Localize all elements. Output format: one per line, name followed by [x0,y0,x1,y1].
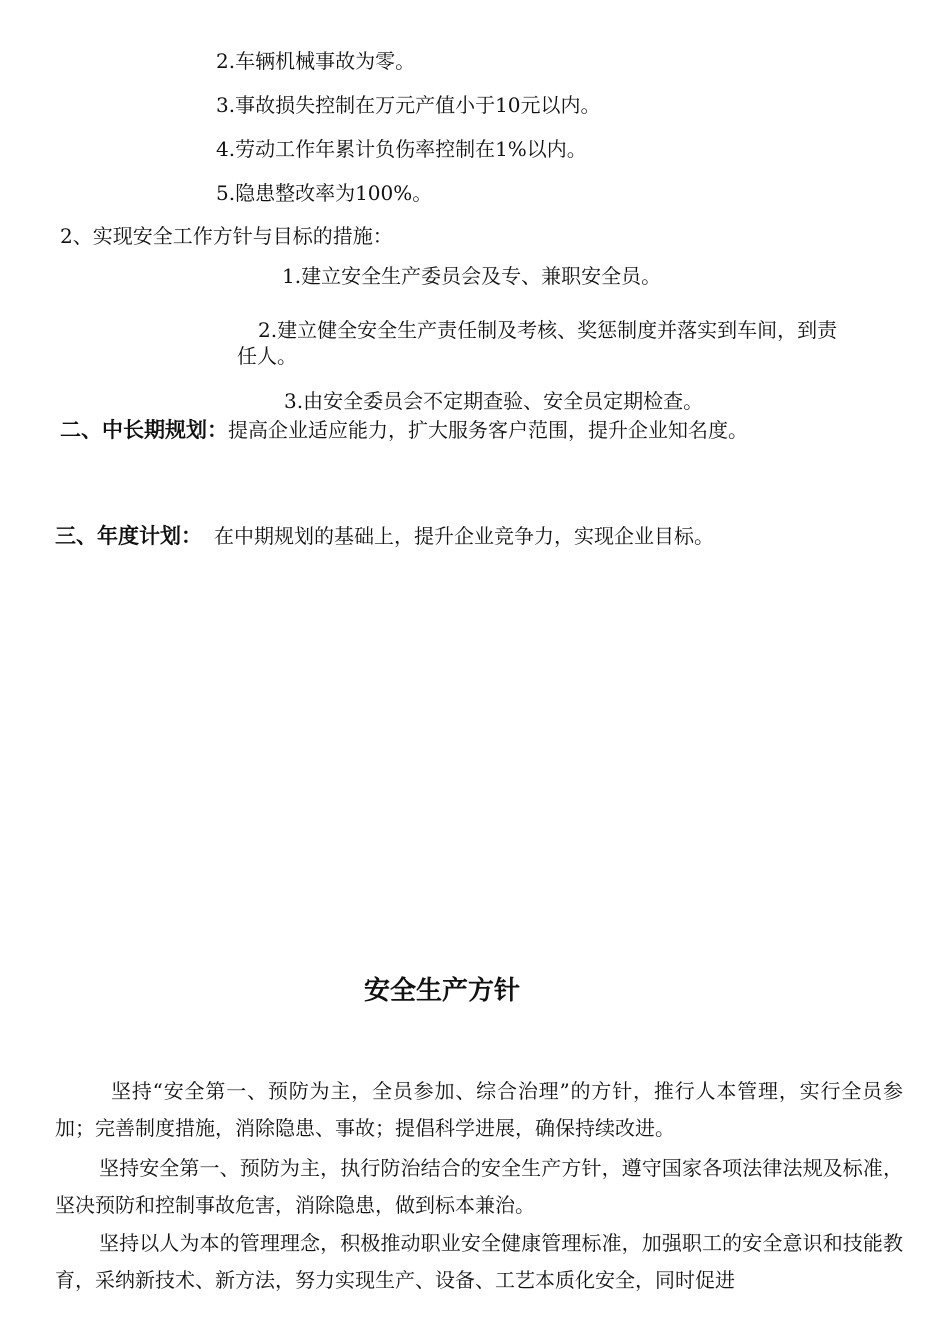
measures-heading: 2、实现安全工作方针与目标的措施： [60,224,393,248]
annual-plan-section [55,523,714,549]
goal-item-2: 2.车辆机械事故为零。 [216,49,416,73]
policy-paragraph-2: 坚持安全第一、预防为主，执行防治结合的安全生产方针，遵守国家各项法律法规及标准，坚决预防和控制事故危害，消除隐患，做到标本兼治。 [55,1156,903,1217]
long-term-label: 二、中长期规划： [60,418,228,442]
measure-item-2-line2: 任人。 [237,344,297,368]
goal-item-5: 5.隐患整改率为100%。 [216,181,433,205]
measure-item-1: 1.建立安全生产委员会及专、兼职安全员。 [282,264,662,288]
annual-plan-text: 在中期规划的基础上，提升企业竞争力，实现企业目标。 [214,524,714,548]
goal-item-3: 3.事故损失控制在万元产值小于10元以内。 [216,93,601,117]
goal-item-4: 4.劳动工作年累计负伤率控制在1%以内。 [216,137,587,161]
policy-paragraph-3: 坚持以人为本的管理理念，积极推动职业安全健康管理标准，加强职工的安全意识和技能教育，采纳新技术、新方法，努力实现生产、设备、工艺本质化安全，同时促进 [55,1231,903,1292]
long-term-section [60,417,748,443]
policy-paragraph-1: 坚持“安全第一、预防为主，全员参加、综合治理”的方针，推行人本管理，实行全员参加；完善制度措施，消除隐患、事故；提倡科学进展，确保持续改进。 [55,1079,903,1140]
annual-plan-label: 三、年度计划： [55,524,202,548]
policy-title: 安全生产方针 [363,976,520,1006]
measure-item-3: 3.由安全委员会不定期查验、安全员定期检查。 [284,389,704,413]
measure-item-2-line1: 2.建立健全安全生产责任制及考核、奖惩制度并落实到车间，到责 [258,318,838,342]
long-term-text: 提高企业适应能力，扩大服务客户范围，提升企业知名度。 [228,418,748,442]
